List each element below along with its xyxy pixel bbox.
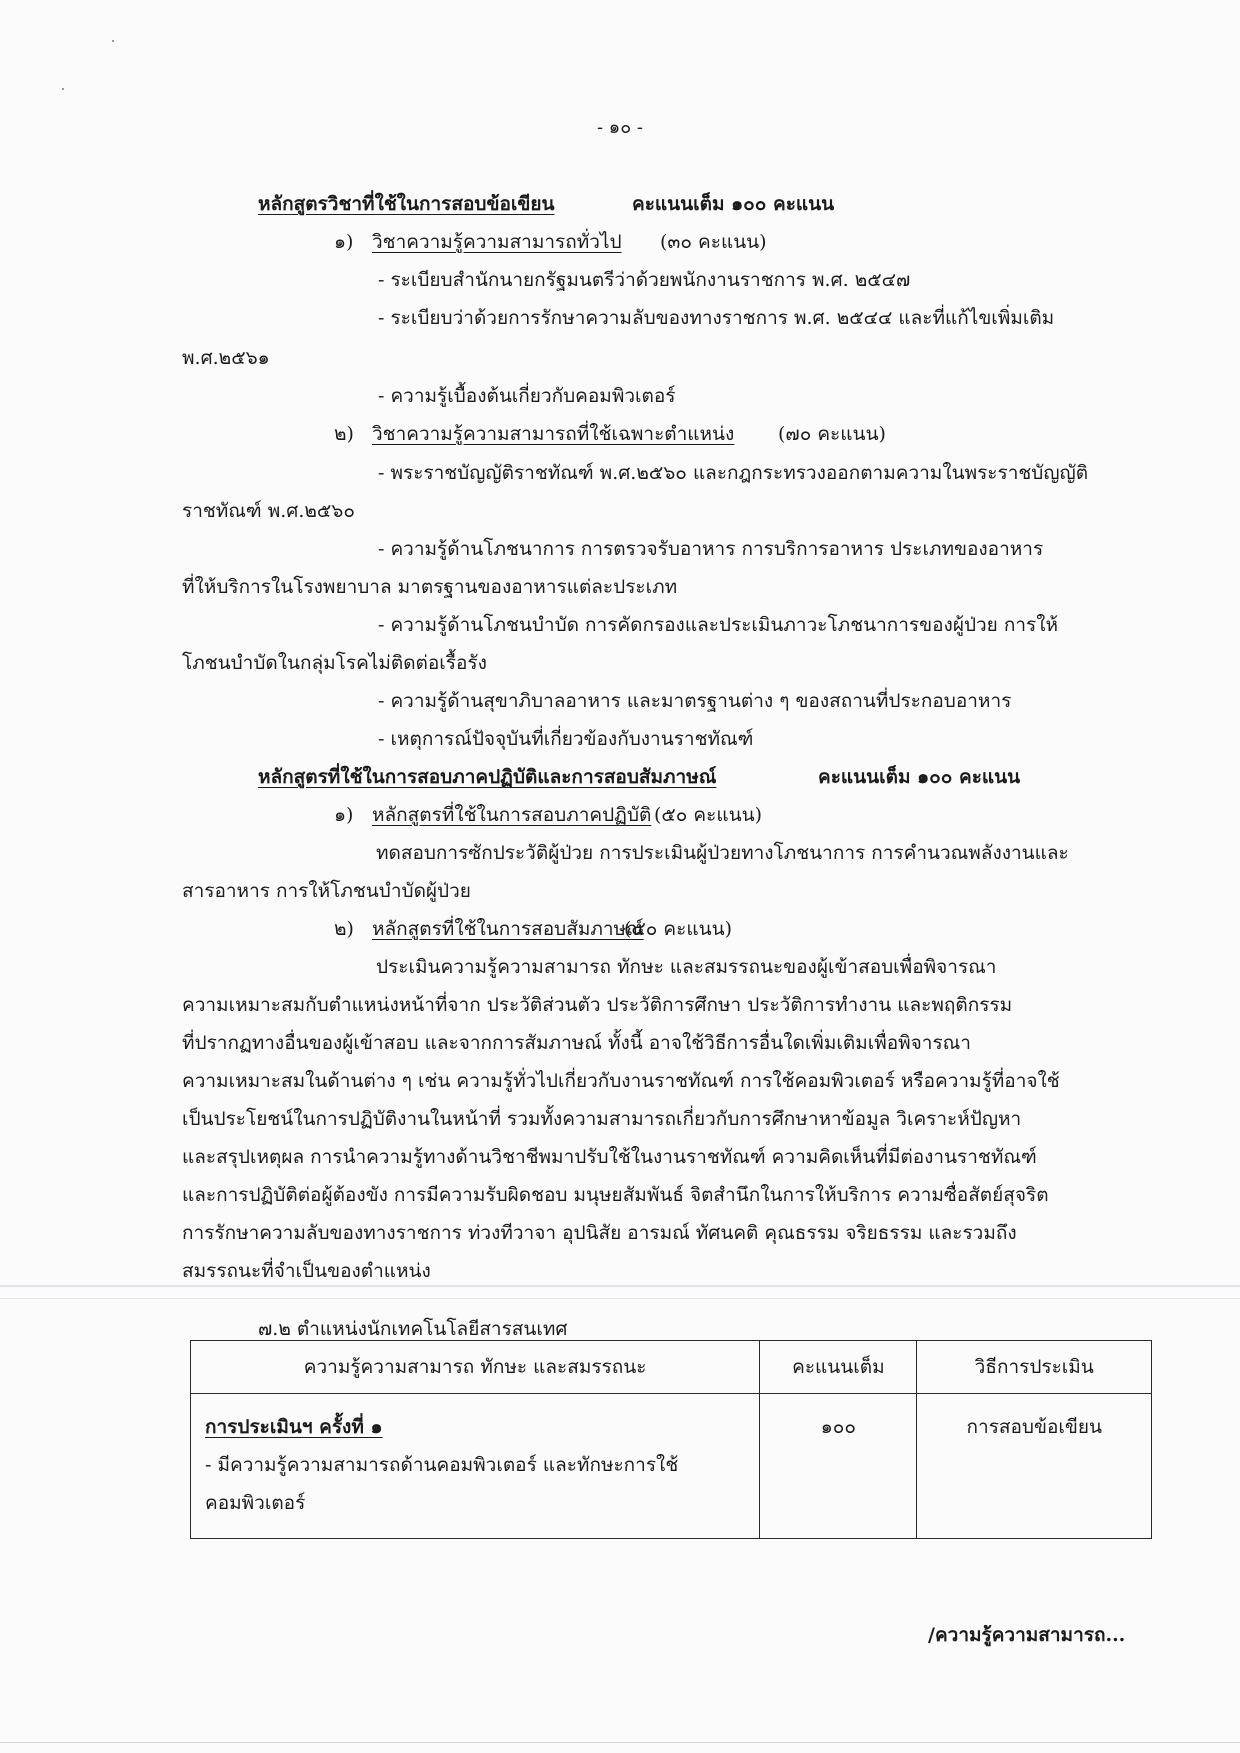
written-section2-item: - ความรู้ด้านโภชนาการ การตรวจรับอาหาร การบริการอาหาร ประเภทของอาหาร (378, 538, 1044, 560)
written-section2-score: (๗๐ คะแนน) (778, 423, 886, 445)
written-section2-item: - เหตุการณ์ปัจจุบันที่เกี่ยวข้องกับงานราชทัณฑ์ (378, 728, 754, 750)
practical-exam-full-score: คะแนนเต็ม ๑๐๐ คะแนน (818, 766, 1021, 788)
interview-paragraph-line: เป็นประโยชน์ในการปฏิบัติงานในหน้าที่ รวมทั้งความสามารถเกี่ยวกับการศึกษาหาข้อมูล วิเคราะห์ปัญหา (182, 1108, 1022, 1130)
position-72-heading: ๗.๒ ตำแหน่งนักเทคโนโลยีสารสนเทศ (258, 1318, 568, 1340)
written-section1-num: ๑) (334, 231, 354, 253)
table-cell-competency (191, 1394, 760, 1539)
written-section1-item: - ระเบียบว่าด้วยการรักษาความลับของทางราชการ พ.ศ. ๒๕๔๔ และที่แก้ไขเพิ่มเติม (378, 307, 1055, 329)
written-section2-item: - ความรู้ด้านโภชนบำบัด การคัดกรองและประเมินภาวะโภชนาการของผู้ป่วย การให้ (378, 614, 1059, 636)
written-section2-title: วิชาความรู้ความสามารถที่ใช้เฉพาะตำแหน่ง (372, 423, 735, 445)
assessment-table (190, 1340, 1152, 1539)
written-section2-item-cont: โภชนบำบัดในกลุ่มโรคไม่ติดต่อเรื้อรัง (182, 652, 487, 674)
assessment-round-desc-line: - มีความรู้ความสามารถด้านคอมพิวเตอร์ และทักษะการใช้ (205, 1454, 679, 1476)
written-section2-item: - ความรู้ด้านสุขาภิบาลอาหาร และมาตรฐานต่าง ๆ ของสถานที่ประกอบอาหาร (378, 690, 1012, 712)
scan-line (0, 1742, 1240, 1743)
written-exam-full-score: คะแนนเต็ม ๑๐๐ คะแนน (632, 193, 835, 215)
table-cell-score: ๑๐๐ (760, 1394, 917, 1539)
table-cell-method: การสอบข้อเขียน (917, 1394, 1152, 1539)
table-header-competency: ความรู้ความสามารถ ทักษะ และสมรรถนะ (191, 1341, 760, 1394)
table-header-row (191, 1341, 1152, 1394)
assessment-round-desc-line: คอมพิวเตอร์ (205, 1492, 306, 1514)
scan-band (0, 1298, 1240, 1299)
interview-paragraph-line: สมรรถนะที่จำเป็นของตำแหน่ง (182, 1260, 431, 1282)
written-exam-title: หลักสูตรวิชาที่ใช้ในการสอบข้อเขียน (258, 193, 555, 215)
practical-section2-num: ๒) (334, 918, 354, 940)
practical-section1-title: หลักสูตรที่ใช้ในการสอบภาคปฏิบัติ (372, 804, 652, 826)
continuation-text: /ความรู้ความสามารถ... (928, 1624, 1126, 1646)
scan-speck (62, 88, 64, 90)
table-header-method: วิธีการประเมิน (917, 1341, 1152, 1394)
written-section1-item-cont: พ.ศ.๒๕๖๑ (182, 347, 270, 369)
written-section2-item-cont: ราชทัณฑ์ พ.ศ.๒๕๖๐ (182, 500, 355, 522)
interview-paragraph-line: และการปฏิบัติต่อผู้ต้องขัง การมีความรับผิดชอบ มนุษยสัมพันธ์ จิตสำนึกในการให้บริการ ความซื่อสัตย์สุจริต (182, 1184, 1049, 1206)
practical-section2-title: หลักสูตรที่ใช้ในการสอบสัมภาษณ์ (372, 918, 644, 940)
written-section1-score: (๓๐ คะแนน) (660, 231, 767, 253)
interview-paragraph-line: การรักษาความลับของทางราชการ ท่วงทีวาจา อุปนิสัย อารมณ์ ทัศนคติ คุณธรรม จริยธรรม และรวมถึง (182, 1222, 1017, 1244)
interview-paragraph-line: ความเหมาะสมในด้านต่าง ๆ เช่น ความรู้ทั่วไปเกี่ยวกับงานราชทัณฑ์ การใช้คอมพิวเตอร์ หรือความรู้ที่อาจใช้ (182, 1070, 1060, 1092)
written-section1-title: วิชาความรู้ความสามารถทั่วไป (372, 231, 622, 253)
interview-paragraph-line: และสรุปเหตุผล การนำความรู้ทางด้านวิชาชีพมาปรับใช้ในงานราชทัณฑ์ ความคิดเห็นที่มีต่องานราชทัณฑ์ (182, 1146, 1037, 1168)
table-header-full-score: คะแนนเต็ม (760, 1341, 917, 1394)
written-section2-item-cont: ที่ให้บริการในโรงพยาบาล มาตรฐานของอาหารแต่ละประเภท (182, 576, 678, 598)
practical-exam-title: หลักสูตรที่ใช้ในการสอบภาคปฏิบัติและการสอบสัมภาษณ์ (258, 766, 717, 788)
interview-paragraph-line: ที่ปรากฏทางอื่นของผู้เข้าสอบ และจากการสัมภาษณ์ ทั้งนี้ อาจใช้วิธีการอื่นใดเพิ่มเติมเพื่อพิจารณา (182, 1032, 971, 1054)
written-section2-num: ๒) (334, 423, 354, 445)
practical-section1-line: ทดสอบการซักประวัติผู้ป่วย การประเมินผู้ป่วยทางโภชนาการ การคำนวณพลังงานและ (376, 842, 1069, 864)
practical-section2-score: (๕๐ คะแนน) (624, 918, 732, 940)
page-number: - ๑๐ - (596, 117, 644, 138)
scan-speck (112, 40, 114, 42)
practical-section1-num: ๑) (334, 804, 354, 826)
assessment-round-title: การประเมินฯ ครั้งที่ ๑ (205, 1416, 383, 1438)
practical-section1-line: สารอาหาร การให้โภชนบำบัดผู้ป่วย (182, 880, 471, 902)
table-row (191, 1394, 1152, 1539)
interview-paragraph-line: ประเมินความรู้ความสามารถ ทักษะ และสมรรถนะของผู้เข้าสอบเพื่อพิจารณา (376, 956, 997, 978)
written-section2-item: - พระราชบัญญัติราชทัณฑ์ พ.ศ.๒๕๖๐ และกฎกระทรวงออกตามความในพระราชบัญญัติ (378, 462, 1089, 484)
written-section1-item: - ระเบียบสำนักนายกรัฐมนตรีว่าด้วยพนักงานราชการ พ.ศ. ๒๕๔๗ (378, 269, 911, 291)
interview-paragraph-line: ความเหมาะสมกับตำแหน่งหน้าที่จาก ประวัติส่วนตัว ประวัติการศึกษา ประวัติการทำงาน และพฤติกรรม (182, 994, 1013, 1016)
practical-section1-score: (๕๐ คะแนน) (654, 804, 762, 826)
written-section1-item: - ความรู้เบื้องต้นเกี่ยวกับคอมพิวเตอร์ (378, 385, 676, 407)
